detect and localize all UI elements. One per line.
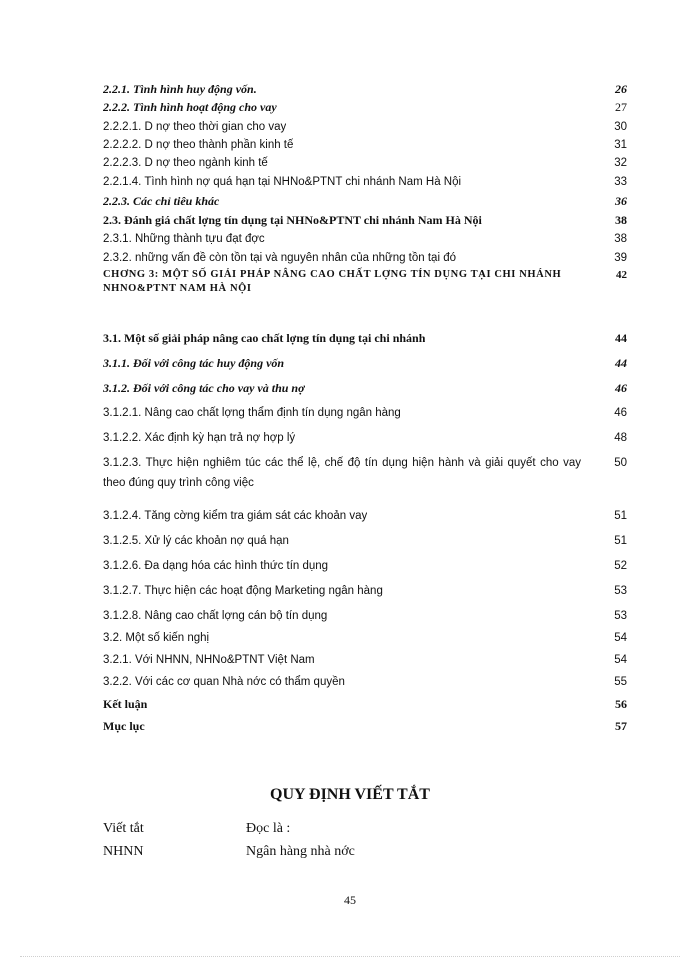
toc-entry-page: 38 bbox=[614, 233, 627, 245]
toc-entry-title: 3.1.1. Đối với công tác huy động vốn bbox=[103, 356, 285, 370]
toc-entry bbox=[103, 232, 627, 246]
toc-chapter-entry bbox=[103, 268, 627, 296]
toc-entry bbox=[103, 534, 627, 548]
toc-entry-title: 2.2.2.1. D nợ theo thời gian cho vay bbox=[103, 121, 287, 133]
toc-entry-page: 44 bbox=[615, 356, 627, 370]
toc-entry bbox=[103, 213, 627, 227]
toc-entry bbox=[103, 356, 627, 370]
toc-entry bbox=[103, 120, 627, 134]
toc-entry-title: 3.2. Một số kiến nghị bbox=[103, 632, 210, 644]
toc-entry-multiline bbox=[103, 453, 627, 493]
toc-entry-title: 2.3.2. những vấn đề còn tồn tại và nguyên nhân của những tồn tại đó bbox=[103, 252, 456, 264]
toc-entry bbox=[103, 631, 627, 645]
toc-entry-page: 53 bbox=[614, 585, 627, 597]
toc-entry-page: 27 bbox=[615, 100, 627, 114]
toc-entry bbox=[103, 175, 627, 189]
toc-entry-title: 2.3.1. Những thành tựu đạt đợc bbox=[103, 233, 265, 245]
toc-entry bbox=[103, 559, 627, 573]
toc-entry bbox=[103, 100, 627, 114]
toc-entry-title: 2.2.1. Tình hình huy động vốn. bbox=[103, 82, 257, 96]
toc-entry-page: 53 bbox=[614, 610, 627, 622]
toc-entry bbox=[103, 381, 627, 395]
abbreviation-term: NHNN bbox=[103, 844, 144, 859]
toc-entry-title: 2.3. Đánh giá chất lợng tín dụng tại NHNo&PTNT chi nhánh Nam Hà Nội bbox=[103, 213, 482, 227]
toc-entry-page: 30 bbox=[614, 121, 627, 133]
toc-entry-page: 48 bbox=[614, 432, 627, 444]
toc-entry-title: Mục lục bbox=[103, 719, 145, 733]
page-number: 45 bbox=[344, 893, 356, 907]
toc-entry-title: 3.1.2.1. Nâng cao chất lợng thẩm định tín dụng ngân hàng bbox=[103, 407, 401, 419]
toc-entry-page: 44 bbox=[615, 331, 627, 345]
toc-entry bbox=[103, 406, 627, 420]
toc-entry-title: 3.2.1. Với NHNN, NHNo&PTNT Việt Nam bbox=[103, 654, 315, 666]
toc-entry-page: 51 bbox=[614, 535, 627, 547]
toc-entry bbox=[103, 138, 627, 152]
toc-entry-page: 46 bbox=[614, 407, 627, 419]
toc-entry-page: 57 bbox=[615, 719, 627, 733]
meaning-column-header: Đọc là : bbox=[246, 821, 291, 836]
toc-entry-page: 38 bbox=[615, 213, 627, 227]
toc-entry bbox=[103, 609, 627, 623]
toc-entry-title: 3.1. Một số giải pháp nâng cao chất lợng tín dụng tại chi nhánh bbox=[103, 331, 426, 345]
toc-entry bbox=[103, 331, 627, 345]
toc-entry-title: 3.1.2.7. Thực hiện các hoạt động Marketing ngân hàng bbox=[103, 585, 383, 597]
abbreviations-title: QUY ĐỊNH VIẾT TẮT bbox=[270, 786, 430, 803]
toc-entry-page: 33 bbox=[614, 176, 627, 188]
toc-entry bbox=[103, 156, 627, 170]
toc-entry-page: 55 bbox=[614, 676, 627, 688]
toc-entry bbox=[103, 431, 627, 445]
toc-entry-title: 2.2.3. Các chỉ tiêu khác bbox=[103, 194, 220, 208]
toc-entry bbox=[103, 584, 627, 598]
toc-entry-title: 3.1.2.2. Xác định kỳ hạn trả nợ hợp lý bbox=[103, 432, 296, 444]
toc-entry-title: 3.1.2.4. Tăng cờng kiểm tra giám sát các khoản vay bbox=[103, 510, 368, 522]
toc-entry-page: 46 bbox=[615, 381, 627, 395]
toc-entry-page: 39 bbox=[614, 252, 627, 264]
toc-entry-page: 56 bbox=[615, 697, 627, 711]
toc-entry-page: 51 bbox=[614, 510, 627, 522]
toc-entry-page: 54 bbox=[614, 632, 627, 644]
toc-entry-title: 2.2.2.3. D nợ theo ngành kinh tế bbox=[103, 157, 268, 169]
toc-entry-page: 26 bbox=[615, 82, 627, 96]
toc-entry-title: Kết luận bbox=[103, 697, 148, 711]
toc-entry-page: 54 bbox=[614, 654, 627, 666]
toc-entry-title: 3.1.2.8. Nâng cao chất lợng cán bộ tín dụng bbox=[103, 610, 328, 622]
toc-entry bbox=[103, 719, 627, 733]
toc-entry-page: 42 bbox=[616, 269, 627, 281]
toc-entry bbox=[103, 251, 627, 265]
toc-entry bbox=[103, 509, 627, 523]
toc-entry-page: 31 bbox=[614, 139, 627, 151]
toc-entry-title: 3.1.2.3. Thực hiện nghiêm túc các thể lệ, chế độ tín dụng hiện hành và giải quyết cho vay theo đúng quy trình công việc bbox=[103, 457, 581, 489]
abbreviation-column-header: Viết tắt bbox=[103, 821, 144, 836]
toc-entry bbox=[103, 697, 627, 711]
abbreviation-meaning: Ngân hàng nhà nớc bbox=[246, 844, 355, 859]
toc-entry-title: 2.2.2. Tình hình hoạt động cho vay bbox=[103, 100, 277, 114]
toc-entry-page: 36 bbox=[615, 194, 627, 208]
toc-entry-title: 2.2.2.2. D nợ theo thành phần kinh tế bbox=[103, 139, 294, 151]
toc-entry-title: 3.1.2.5. Xử lý các khoản nợ quá hạn bbox=[103, 535, 289, 547]
toc-entry-title: 3.2.2. Với các cơ quan Nhà nớc có thẩm quyền bbox=[103, 676, 345, 688]
toc-entry bbox=[103, 82, 627, 96]
toc-entry bbox=[103, 194, 627, 208]
toc-entry-page: 50 bbox=[614, 457, 627, 469]
toc-entry-title: 3.1.2. Đối với công tác cho vay và thu nợ bbox=[103, 381, 305, 395]
page-bottom-border bbox=[20, 956, 680, 957]
toc-entry bbox=[103, 653, 627, 667]
toc-entry-title: 3.1.2.6. Đa dạng hóa các hình thức tín dụng bbox=[103, 560, 329, 572]
toc-entry bbox=[103, 675, 627, 689]
toc-entry-page: 52 bbox=[614, 560, 627, 572]
toc-entry-title: 2.2.1.4. Tình hình nợ quá hạn tại NHNo&PTNT chi nhánh Nam Hà Nội bbox=[103, 176, 462, 188]
toc-entry-page: 32 bbox=[614, 157, 627, 169]
toc-entry-title: CHƠNG 3: MỘT SỐ GIẢI PHÁP NÂNG CAO CHẤT LỢNG TÍN DỤNG TẠI CHI NHÁNH NHNO&PTNT NAM HÀ NỘI bbox=[103, 269, 562, 294]
